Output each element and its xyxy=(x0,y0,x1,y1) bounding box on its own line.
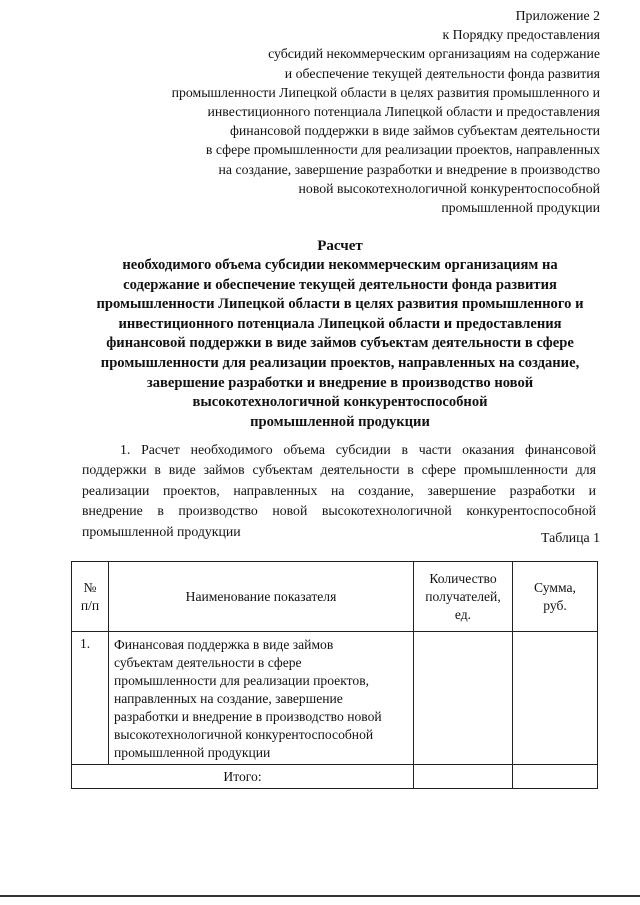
appendix-line: промышленности Липецкой области в целях развития промышленного и xyxy=(171,84,600,100)
total-count xyxy=(414,765,513,789)
title-line: промышленности для реализации проектов, направленных на создание, xyxy=(100,354,580,371)
table-caption: Таблица 1 xyxy=(540,530,600,545)
appendix-line: промышленной продукции xyxy=(441,200,600,216)
appendix-line: инвестиционного потенциала Липецкой области и предоставления xyxy=(207,104,600,120)
header-count xyxy=(414,562,513,632)
title-line: завершение разработки и внедрение в производство новой xyxy=(146,374,534,391)
appendix-line: к Порядку предоставления xyxy=(442,27,600,43)
table-header-row xyxy=(72,562,598,632)
title-line: финансовой поддержки в виде займов субъектам деятельности в сфере xyxy=(106,335,574,352)
appendix-line: финансовой поддержки в виде займов субъектам деятельности xyxy=(229,123,600,139)
header-text: Сумма, xyxy=(534,579,576,595)
paragraph-line: внедрение в производство новой высокотехнологичной конкурентоспособной xyxy=(82,503,596,519)
calculation-table xyxy=(71,561,598,789)
paragraph-line: 1. Расчет необходимого объема субсидии в части оказания финансовой xyxy=(120,442,596,457)
header-number xyxy=(72,562,109,632)
page-bottom-border xyxy=(0,895,640,897)
row-description xyxy=(109,632,414,765)
appendix-line: новой высокотехнологичной конкурентоспособной xyxy=(298,180,600,196)
header-text: ед. xyxy=(454,606,472,622)
description-line: промышленности для реализации проектов, xyxy=(114,673,370,688)
row-count xyxy=(414,632,513,765)
appendix-line: Приложение 2 xyxy=(515,8,600,23)
title-line: промышленной продукции xyxy=(250,413,430,430)
paragraph-line: реализации проектов, направленных на создание, завершение разработки и xyxy=(82,482,596,498)
description-line: субъектам деятельности в сфере xyxy=(114,655,302,670)
paragraph-line: промышленной продукции xyxy=(82,523,241,539)
row-number: 1. xyxy=(72,632,109,765)
title-line: необходимого объема субсидии некоммерческим организациям на xyxy=(122,257,558,273)
header-text: № xyxy=(83,579,97,595)
title-heading: Расчет xyxy=(317,238,363,254)
appendix-line: в сфере промышленности для реализации проектов, направленных xyxy=(205,142,600,158)
header-sum xyxy=(513,562,598,632)
description-line: разработки и внедрение в производство новой xyxy=(114,709,382,724)
header-name: Наименование показателя xyxy=(109,562,414,632)
header-text: руб. xyxy=(543,597,567,613)
description-line: высокотехнологичной конкурентоспособной xyxy=(114,727,374,742)
table-total-row xyxy=(72,765,598,789)
title-line: высокотехнологичной конкурентоспособной xyxy=(192,394,488,411)
row-sum xyxy=(513,632,598,765)
appendix-header xyxy=(40,6,600,217)
appendix-line: и обеспечение текущей деятельности фонда развития xyxy=(284,65,600,81)
body-paragraph xyxy=(82,440,596,542)
paragraph-line: поддержки в виде займов субъектам деятельности в сфере промышленности для xyxy=(82,462,596,478)
title-line: инвестиционного потенциала Липецкой области и предоставления xyxy=(118,315,562,332)
header-text: Количество xyxy=(429,570,497,586)
appendix-line: на создание, завершение разработки и внедрение в производство xyxy=(218,161,600,177)
description-line: Финансовая поддержка в виде займов xyxy=(114,637,334,652)
description-line: промышленной продукции xyxy=(114,745,271,760)
table-row xyxy=(72,632,598,765)
appendix-line: субсидий некоммерческим организациям на содержание xyxy=(268,46,600,62)
total-sum xyxy=(513,765,598,789)
total-label: Итого: xyxy=(72,765,414,789)
description-line: направленных на создание, завершение xyxy=(114,691,343,706)
document-title xyxy=(30,236,640,432)
title-line: содержание и обеспечение текущей деятельности фонда развития xyxy=(123,276,557,293)
header-text: п/п xyxy=(80,597,100,613)
title-line: промышленности Липецкой области в целях развития промышленного и xyxy=(96,296,584,313)
header-text: получателей, xyxy=(425,588,501,604)
